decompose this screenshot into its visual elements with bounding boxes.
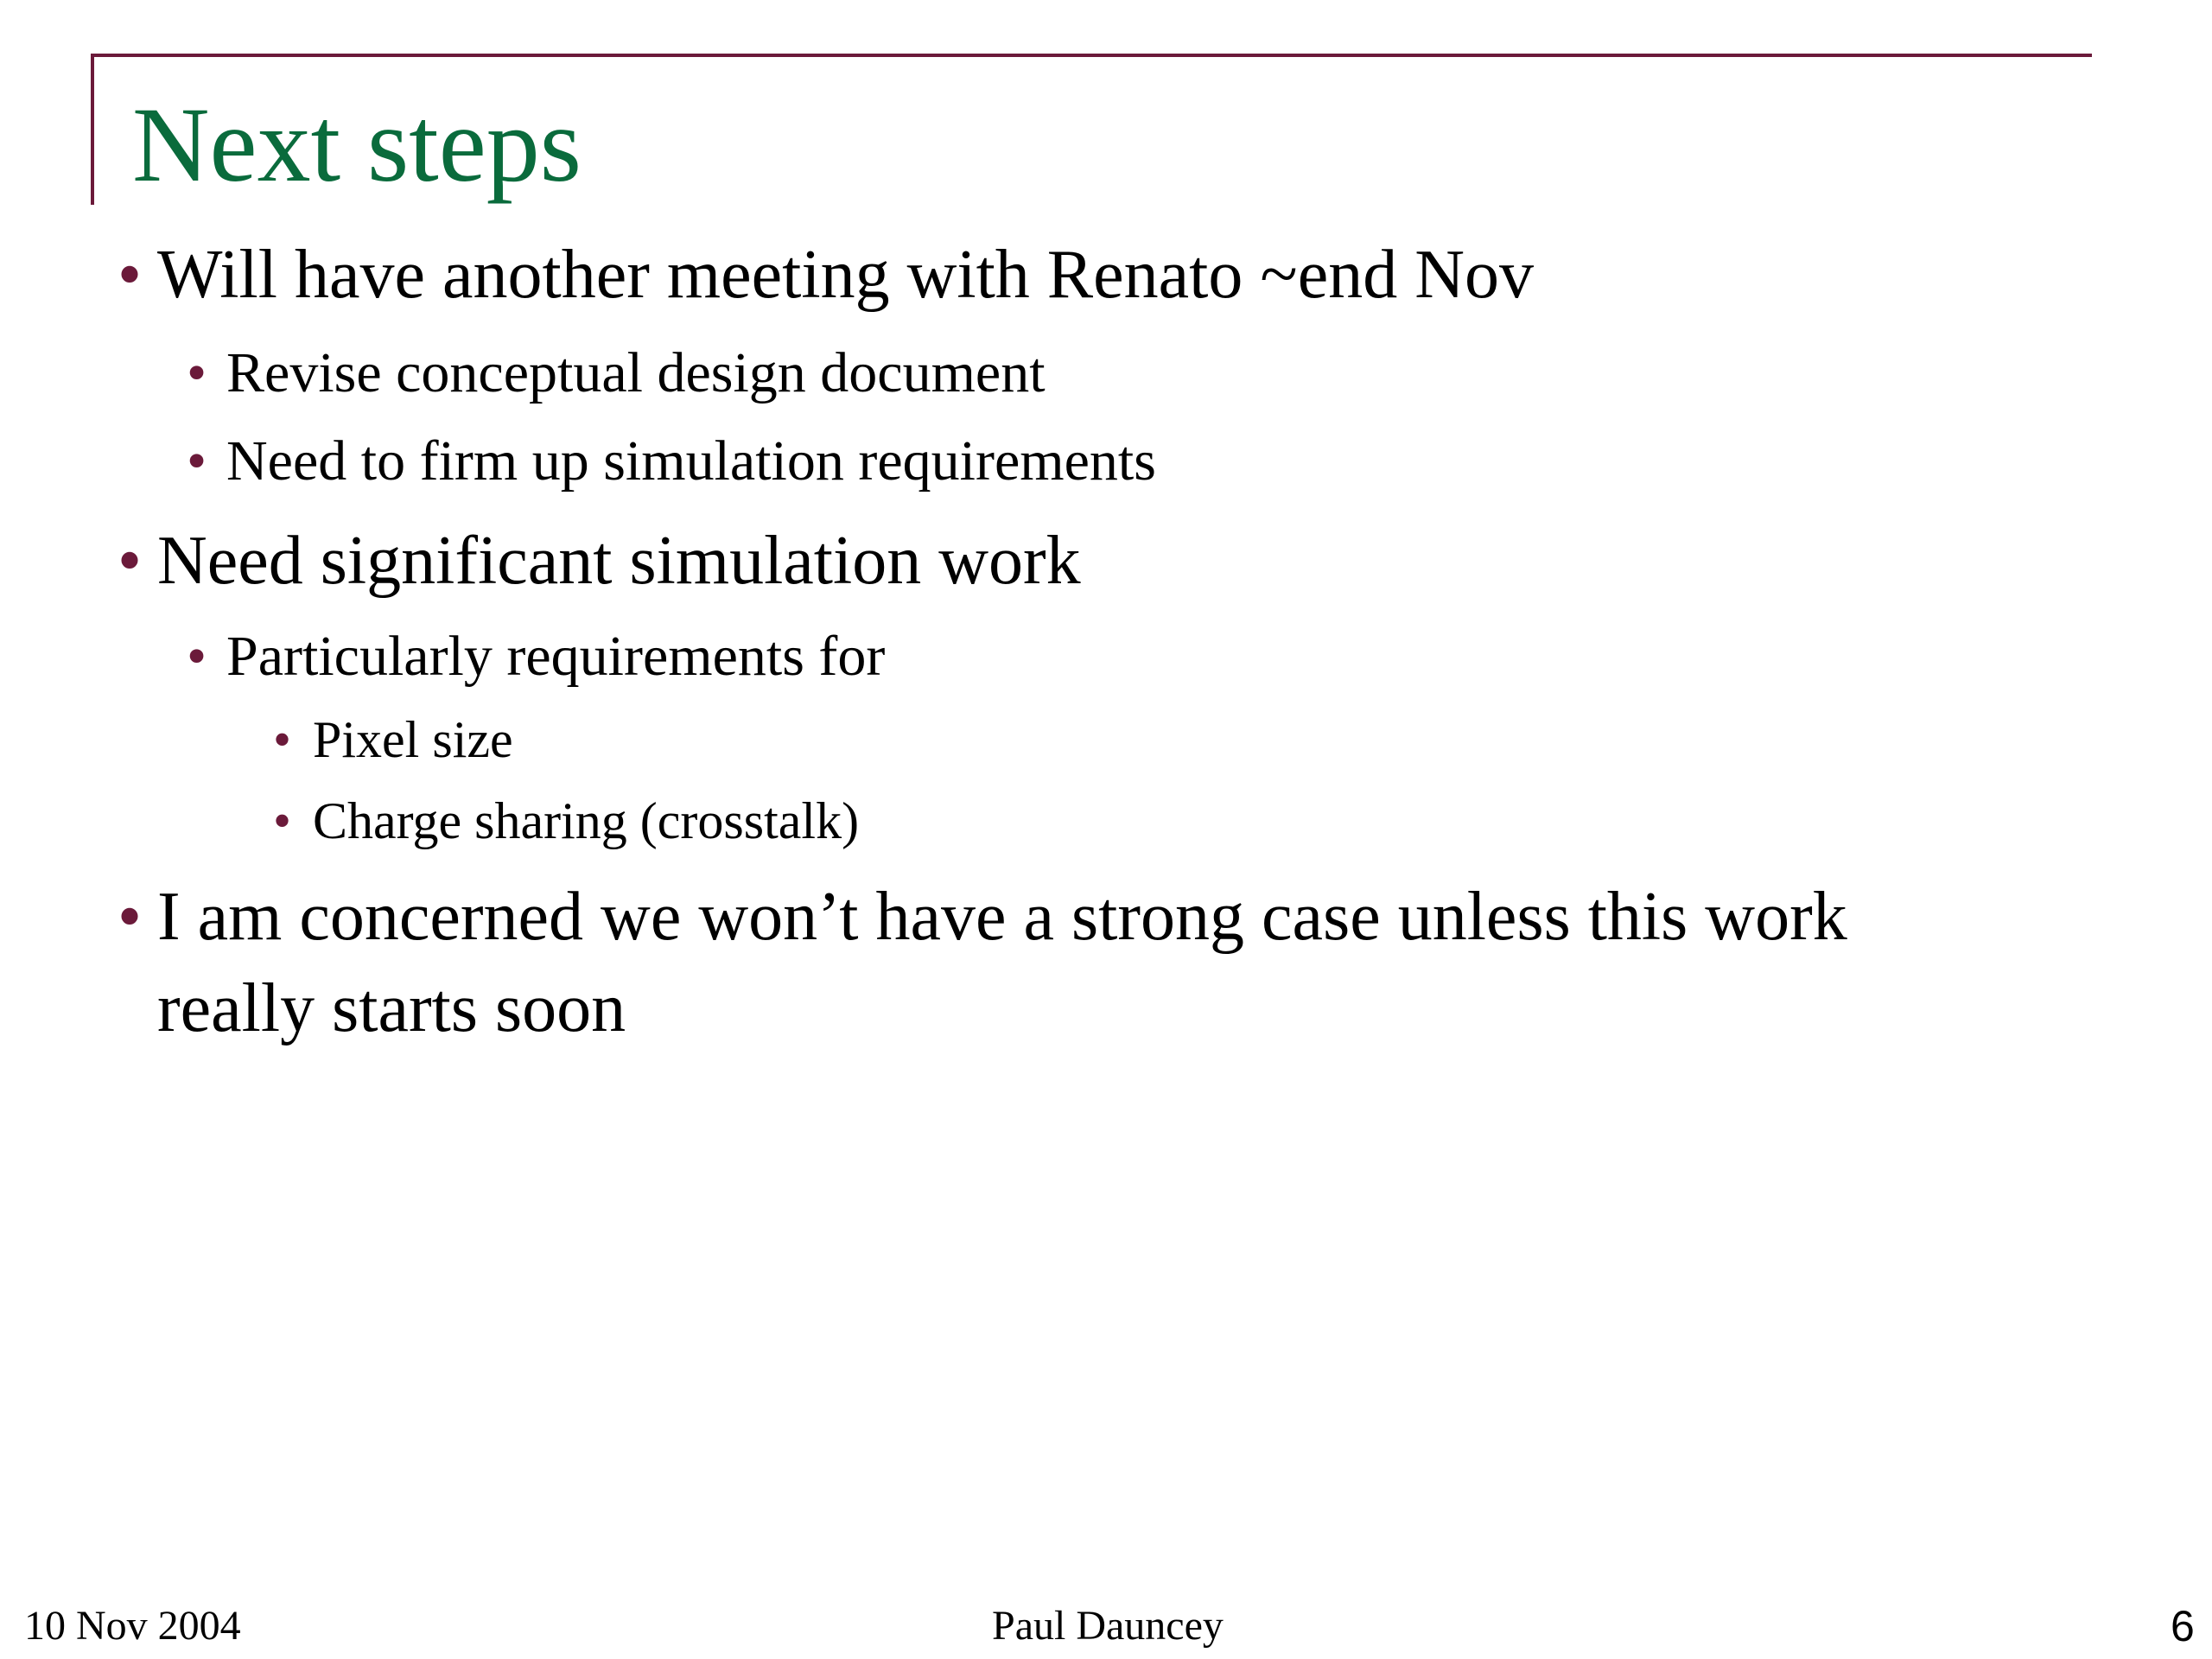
bullet-dot-icon: • xyxy=(273,711,292,768)
bullet-dot-icon: • xyxy=(187,625,207,688)
bullet-dot-icon: • xyxy=(118,523,143,599)
bullet-text: Particularly requirements for xyxy=(226,625,886,688)
bullet-dot-icon: • xyxy=(187,341,207,404)
bullet-dot-icon: • xyxy=(118,879,143,955)
title-frame-top-rule xyxy=(91,54,2092,57)
footer-date: 10 Nov 2004 xyxy=(24,1603,241,1649)
footer-author: Paul Dauncey xyxy=(992,1603,1224,1649)
bullet-text: really starts soon xyxy=(157,970,626,1046)
bullet-text: Need to firm up simulation requirements xyxy=(226,429,1156,493)
bullet-dot-icon: • xyxy=(273,792,292,849)
page-number: 6 xyxy=(2171,1602,2195,1650)
bullet-text: Pixel size xyxy=(313,711,513,768)
slide-title: Next steps xyxy=(132,86,582,204)
bullet-text: Will have another meeting with Renato ~end Nov xyxy=(157,237,1534,313)
bullet-dot-icon: • xyxy=(187,429,207,493)
bullet-dot-icon: • xyxy=(118,237,143,313)
title-frame-left-rule xyxy=(91,54,94,205)
bullet-text: Charge sharing (crosstalk) xyxy=(313,792,860,849)
bullet-text: Revise conceptual design document xyxy=(226,341,1046,404)
bullet-text: I am concerned we won’t have a strong case unless this work xyxy=(157,879,1847,955)
bullet-text: Need significant simulation work xyxy=(157,523,1081,599)
